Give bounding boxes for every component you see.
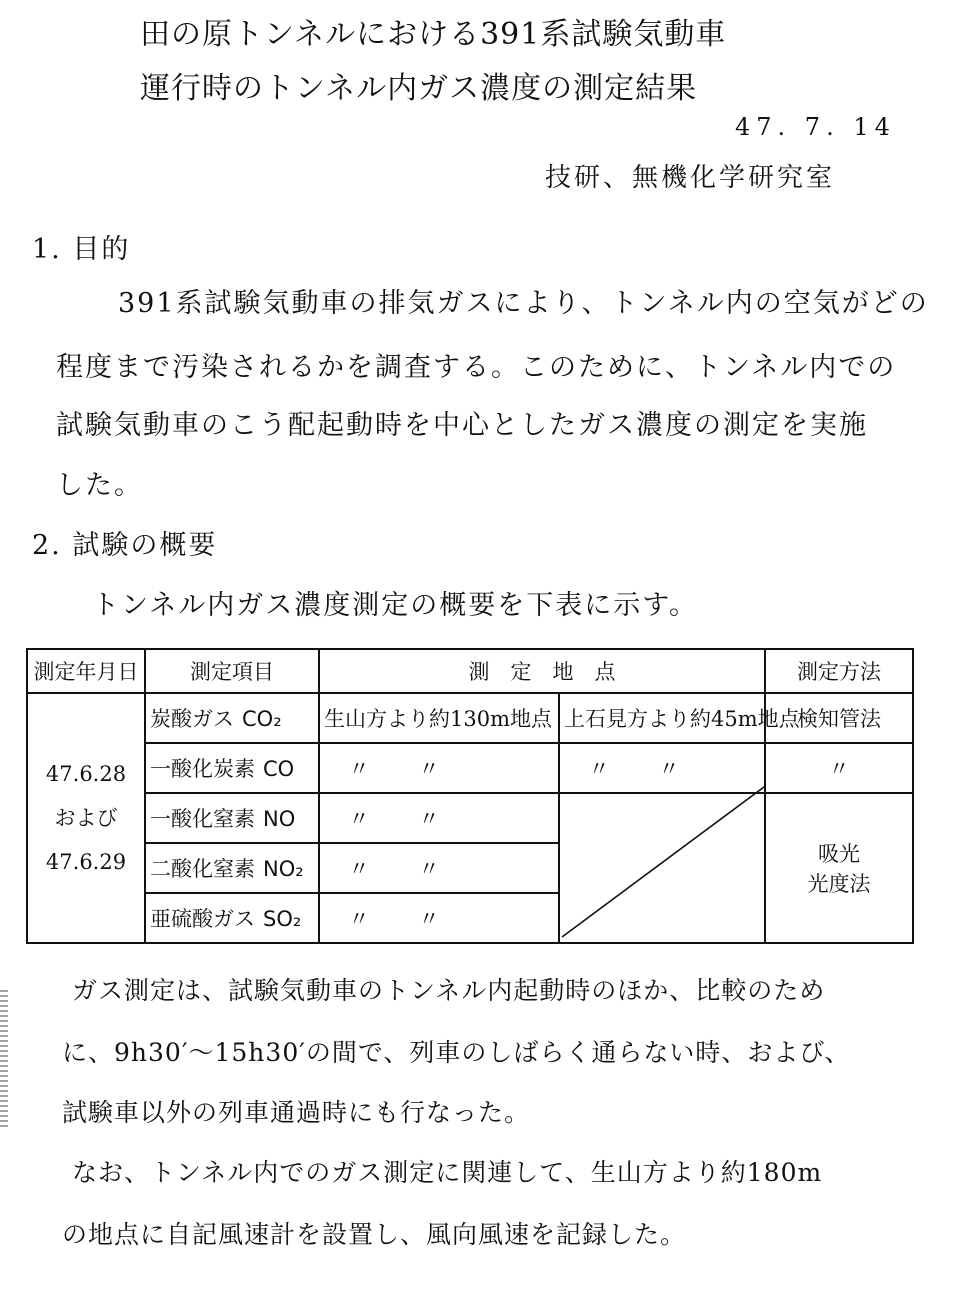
- section2-body-line: なお、トンネル内でのガス測定に関連して、生山方より約180m: [72, 1158, 823, 1187]
- item-name: 一酸化炭素: [150, 757, 255, 781]
- header-item: 測定項目: [145, 649, 319, 693]
- section2-body-line: 試験車以外の列車通過時にも行なった。: [62, 1098, 531, 1127]
- title-line-1: 田の原トンネルにおける391系試験気動車: [140, 17, 727, 52]
- item-cell: [145, 843, 319, 893]
- date-cell: [27, 693, 145, 943]
- ditto-mark: 〃: [418, 757, 440, 781]
- ditto-mark: 〃: [418, 907, 440, 931]
- item-cell: [145, 793, 319, 843]
- section2-heading: 2. 試験の概要: [32, 530, 218, 561]
- item-formula: CO₂: [242, 707, 282, 731]
- item-cell: [145, 743, 319, 793]
- table-row: [27, 793, 913, 843]
- ditto-mark: 〃: [418, 807, 440, 831]
- item-formula: CO: [263, 757, 295, 781]
- section1-line: 試験気動車のこう配起動時を中心としたガス濃度の測定を実施: [56, 410, 868, 441]
- document-date: 47. 7. 14: [735, 113, 896, 141]
- table-diagonal-strike: [558, 783, 768, 941]
- header-date: 測定年月日: [27, 649, 145, 693]
- method-2-line-2: 光度法: [807, 872, 871, 896]
- table-row: [27, 743, 913, 793]
- ditto-mark: 〃: [348, 807, 370, 831]
- section1-line: 程度まで汚染されるかを調査する。このために、トンネル内での: [56, 352, 897, 383]
- ditto-mark: 〃: [588, 757, 610, 781]
- item-formula: NO: [263, 807, 296, 831]
- header-method: 測定方法: [765, 649, 913, 693]
- ditto-mark: 〃: [418, 857, 440, 881]
- section1-heading: 1. 目的: [32, 234, 131, 265]
- location-1-label: 生山方より約130m地点: [319, 693, 559, 743]
- item-name: 亜硫酸ガス: [150, 907, 255, 931]
- diagonal-line: [562, 787, 764, 937]
- table-row: [27, 693, 913, 743]
- item-formula: SO₂: [263, 907, 302, 931]
- section2-body-line: ガス測定は、試験気動車のトンネル内起動時のほか、比較のため: [72, 976, 826, 1005]
- section2-body-line: の地点に自記風速計を設置し、風向風速を記録した。: [62, 1220, 687, 1249]
- location-1-ditto-cell: [319, 893, 559, 943]
- survey-table: [26, 648, 914, 944]
- ditto-mark: 〃: [348, 907, 370, 931]
- method-2-cell: [765, 793, 913, 943]
- item-name: 一酸化窒素: [150, 807, 255, 831]
- item-name: 炭酸ガス: [150, 707, 234, 731]
- method-2-line-1: 吸光: [818, 842, 860, 866]
- section1-line: 391系試験気動車の排気ガスにより、トンネル内の空気がどの: [118, 288, 929, 319]
- ditto-mark: 〃: [658, 757, 680, 781]
- table-header-row: [27, 649, 913, 693]
- location-1-ditto-cell: [319, 843, 559, 893]
- item-formula: NO₂: [263, 857, 304, 881]
- location-2-label: 上石見方より約45m地点: [559, 693, 765, 743]
- method-1-label: 検知管法: [765, 693, 913, 743]
- section2-intro: トンネル内ガス濃度測定の概要を下表に示す。: [92, 590, 699, 621]
- ditto-mark: 〃: [348, 757, 370, 781]
- method-1-ditto: 〃: [765, 743, 913, 793]
- ditto-mark: 〃: [348, 857, 370, 881]
- date-1: 47.6.28: [45, 761, 127, 786]
- department-name: 技研、無機化学研究室: [545, 163, 836, 193]
- item-cell: [145, 693, 319, 743]
- title-line-2: 運行時のトンネル内ガス濃度の測定結果: [140, 71, 698, 106]
- date-conjunction: および: [54, 805, 118, 830]
- location-1-ditto-cell: [319, 743, 559, 793]
- date-2: 47.6.29: [45, 850, 127, 875]
- item-cell: [145, 893, 319, 943]
- section2-body-line: に、9h30′〜15h30′の間で、列車のしばらく通らない時、および、: [62, 1038, 851, 1067]
- section1-line: した。: [56, 470, 143, 501]
- item-name: 二酸化窒素: [150, 857, 255, 881]
- location-1-ditto-cell: [319, 793, 559, 843]
- header-location: 測 定 地 点: [319, 649, 765, 693]
- scan-edge-mark: [0, 990, 8, 1130]
